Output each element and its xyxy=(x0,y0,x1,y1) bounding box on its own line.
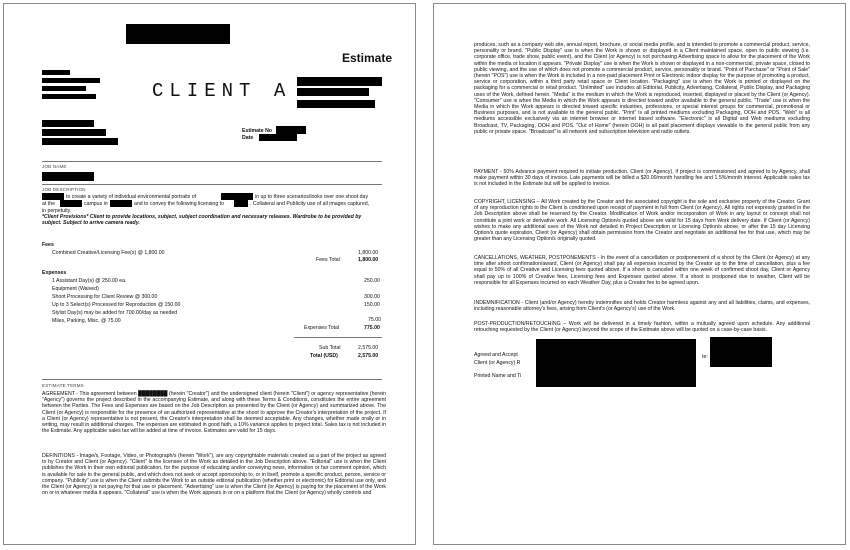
expense-amount: 300.00 xyxy=(364,294,380,300)
redacted-creator-block xyxy=(42,70,70,75)
divider xyxy=(42,184,382,185)
redacted-job-name xyxy=(42,172,94,181)
agreement-terms: AGREEMENT - This agreement between ████████ (herein "Creator") and the undersigned client (herein "Client") or agency representative (herein "Agency") governs the project described in the accompanying Estimate, and along with these Terms & Conditions, constitutes the entire agreement between the Parties. The Fees and Expenses are based on the Job Description as presented by the Client (or Agency) and summarized above. The Client (or Agency) is responsible for the presence of an authorized representative at the shoot to approve the Creator's interpretation of the project. If a Client (or Agency) representative is not present, the Creator's interpretation shall be deemed acceptable. Any changes, whether made orally or in writing, may result in additional charges. The expenses are estimated in good faith, a 10% variance applies to project total. Sales tax is not included in the Estimate. Any applicable sales tax will be added at time of invoice. Estimates are valid for 15 days. xyxy=(42,391,386,435)
indemnification-terms: INDEMNIFICATION - Client (and/or Agency) hereby indemnifies and holds Creator harmless against any and all liabilities, claims, and expenses, including reasonable attorney's fees, arising from Client's (or Agency's) use of the Work. xyxy=(474,300,810,313)
expense-item: Equipment (Waived) xyxy=(52,286,99,292)
redacted-client-address xyxy=(297,100,375,108)
cancellation-terms: CANCELLATIONS, WEATHER, POSTPONEMENTS - In the event of a cancellation or postponement of a shoot by the Client (or Agency) at any time after shoot confirmation/award, Client (or Agency) shall pay all expenses incurred by the Creator up to the time of cancellation, plus a fee equal to 50% of all Creative and Licensing fees quoted above. If a shoot is canceled within one week of confirmed shoot day, Client or Agency shall pay up to 100% of Creative fees, Licensing fees and Expenses quoted above. If a shoot is postponed due to weather, Client will be responsible for all Expenses incurred on each Weather Day, plus a Creator fee to be agreed upon. xyxy=(474,255,810,286)
job-description-text: . Collateral and Publicity use of all images captured, xyxy=(250,201,370,207)
fees-item-amount: 1,800.00 xyxy=(358,250,379,256)
divider xyxy=(42,379,382,380)
redacted-estimate-no xyxy=(276,126,306,134)
divider xyxy=(42,161,382,162)
subtotal-label: Sub Total xyxy=(319,345,341,351)
redacted-licensee xyxy=(234,200,248,207)
expense-item: Up to 3 Select(s) Processed for Reproduction @ 150.00 xyxy=(52,302,181,308)
expense-item: 1 Assistant Day(s) @ 250.00 ea. xyxy=(52,278,127,284)
job-description-text: and to convey the following licensing to xyxy=(134,201,224,207)
definitions-terms: DEFINITIONS - Image/s, Footage, Video, or Photograph/s (herein "Work"), are any copyrightable materials created as a part of the project as agreed to by Creator and Client (or Agency). "Client" is the licensee of the Work as detailed in the Job Description above. "Editorial" use is when the Client publishes the Work in their own editorial publication, for the purpose of educating and/or conveying news, information or fair comment opinion, which is available for sale to the general public, and which does not seek or accept sponsorship to, or in itself, promote a specific product, person, service or company. "Publicity" use is when the Client submits the Work to an outside editorial publication (whether print or electronic) for Editorial use only, and the Client (or Agency) is not paying for that use or placement. "Advertising" use is when the Client (or Agency) is paying for the placement of the Work on or in whatever media it appears. "Collateral" use is when the Work appears in or on a platform that the Client (or Agency) wholly controls and xyxy=(42,453,386,497)
expense-item: Shoot Processing for Client Review @ 300.00 xyxy=(52,294,158,300)
job-description-text: to create a variety of individual environmental portraits of xyxy=(66,194,197,200)
redacted-creator-block xyxy=(42,86,86,91)
fees-item: Combined Creative/Licensing Fee(s) @ 1,800.00 xyxy=(52,250,165,256)
redacted-bill-to xyxy=(42,120,94,127)
expenses-total-label: Expenses Total xyxy=(304,325,340,331)
estimate-no-label: Estimate No xyxy=(242,128,272,134)
payment-terms: PAYMENT - 50% Advance payment required to initiate production. Client (or Agency), if project is commissioned and agreed to by Agency, shall make payment within 30 days of invoice. Late payments will be billed a $20.00/month handling fee and 1.5%/month interest. Applicable sales tax is not included in the Estimate but will be applied to invoice. xyxy=(474,169,810,188)
redacted-creator-block xyxy=(42,78,100,83)
post-production-terms: POST-PRODUCTION/RETOUCHING – Work will be delivered in a timely fashion, within a mutually agreed upon schedule. Any additional retouching requested by the Client (or Agency) beyond the scope of the Estimate above will be quoted on a case-by-case basis. xyxy=(474,321,810,334)
redacted-location xyxy=(60,200,82,207)
divider xyxy=(294,337,382,338)
subtotal: 2,575.00 xyxy=(358,345,379,351)
redacted-creator-block xyxy=(42,94,96,99)
job-description-text: in up to three scenarios/looks over one shoot day xyxy=(255,194,369,200)
job-description-text: campus in xyxy=(84,201,108,207)
redacted-city xyxy=(110,200,132,207)
printed-name-label: Printed Name and Ti xyxy=(474,373,522,379)
fees-total-label: Fees Total xyxy=(316,257,340,263)
expenses-heading: Expenses xyxy=(42,270,67,276)
total: 2,575.00 xyxy=(358,353,379,359)
redacted-bill-to xyxy=(42,129,106,136)
document-title: Estimate xyxy=(342,51,393,65)
expense-amount: 250.00 xyxy=(364,278,380,284)
redacted-signature-block xyxy=(536,339,696,387)
expense-item: Stylist Day(s) may be added for 700.00/day as needed xyxy=(52,310,178,316)
date-label: te: xyxy=(702,354,708,360)
expense-amount: 150.00 xyxy=(364,302,380,308)
fees-total: 1,800.00 xyxy=(358,257,379,263)
definitions-continued: produces, such as a company web site, annual report, brochure, or social media profile, and is intended to promote a commercial product, service, personality or brand. "Public Display" use is when the Work is shown or displayed in a Client maintained space, open to public viewing (i.e. corporate office, trade show, public event), and the Client (or Agency) is not purchasing Advertising space to allow for the placement of the Work within the media or location it appears. "Private Display" use is when the Work is shown or displayed in a non-commercial, private space, closed to public viewing, and the use of which does not promote a commercial product, service, personality or brand. "Point of Purchase" or "Point of Sale" (herein "POS") use is when the Work is included in a non-paid placement Print or Electronic indoor display for the purpose of promoting a product, service or corporation, within a third party retail space or Client location. "Packaging" use is when the Work is printed or displayed on the packaging for a commercial or retail product. "Unlimited" use includes all Editorial, Publicity, Advertising, Collateral, Public Display, and Packaging uses of the Work, defined herein. "Media" is the medium in which the Work is reproduced, inserted, displayed or placed by the Client (or Agency). "Consumer" use is when the Media in which the Work appears is directed toward and/or available to the general public. "Trade" use is when the Media in which the Work appears is directed toward specific industries, professions, or special interest groups for commercial, promotional or Business purposes, and is not available to the general public. "Print" is all printed mediums excluding Packaging, OOH and POS. "Web" is all mediums accessible exclusively via an internet browser or internet based software. "Electronic" is all Digital and Web mediums excluding Broadcast, TV, Packaging, OOH and POS. "Out of Home" (herein OOH) is all paid placement displays viewable to the general public from any public or private space. "Broadcast" is all network and subscription television and radio outlets. xyxy=(474,42,810,135)
copyright-terms: COPYRIGHT, LICENSING – All Work created by the Creator and the associated copyright is the sole and exclusive property of the Creator. Grant of any reproduction rights to the Client is conditioned upon receipt of payment in full from Client (or Agency). All rights not expressly granted in the Job Description above shall be reserved by the Creator. Modification of Work and/or incorporation of Work in any layout or concept shall not constitute a joint work or derivative work. All Licensing Option/s quoted above are valid for 15 days from Work delivery date. If Client (or Agency) wishes to make any additional uses of the Work not detailed in Project Description or Licensing Option/s above, or after the 15 day Licensing Option/s quote expiration, Client (or Agency) shall obtain permission from the Creator and negotiate an additional fee for that use, which may be greater than any Licensing Option/s originally quoted. xyxy=(474,199,810,243)
redacted-bill-to xyxy=(42,138,118,145)
redacted-client-address xyxy=(297,88,369,96)
client-name: CLIENT A xyxy=(152,80,292,102)
expense-amount: 75.00 xyxy=(368,317,381,323)
job-description-text: at the xyxy=(42,201,55,207)
redacted-client-address xyxy=(297,77,382,86)
expenses-total: 775.00 xyxy=(364,325,380,331)
total-label: Total (USD) xyxy=(310,353,338,359)
job-name-label: JOB NAME xyxy=(42,164,67,169)
date-label: Date xyxy=(242,135,254,141)
estimate-page-1 xyxy=(3,3,416,545)
expense-item: Miles, Parking, Misc. @ 75.00 xyxy=(52,318,121,324)
terms-heading: ESTIMATE TERMS xyxy=(42,383,84,388)
job-description-text: in perpetuity. xyxy=(42,208,72,214)
agreed-accept-label: Agreed and Accept xyxy=(474,352,518,358)
redacted-date xyxy=(259,134,297,141)
job-description-label: JOB DESCRIPTION xyxy=(42,187,86,192)
fees-heading: Fees xyxy=(42,242,54,248)
redacted-header-name xyxy=(126,24,230,44)
client-provisions: *Client Provisions* Client to provide locations, subject, subject coordination and necessary releases. Wardrobe to be provided by subject. Subject to arrive camera ready. xyxy=(42,214,362,227)
estimate-page-2 xyxy=(433,3,846,545)
client-rep-label: Client (or Agency) R xyxy=(474,360,521,366)
redacted-date-block xyxy=(710,337,772,367)
redacted-creator xyxy=(42,193,64,200)
redacted-subject xyxy=(221,193,253,200)
